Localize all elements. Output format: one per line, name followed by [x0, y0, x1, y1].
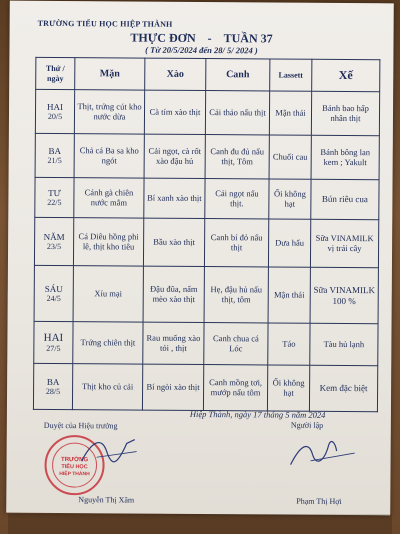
canh-cell: Canh chua cá Lóc [204, 323, 268, 365]
lassett-cell: Ổi không hạt [269, 179, 311, 219]
column-header-xao: Xào [145, 58, 206, 90]
school-name: TRƯỜNG TIỂU HỌC HIỆP THÀNH [37, 18, 173, 29]
man-cell: Thịt, trứng cút kho nước dừa [74, 90, 144, 134]
preparer-signature [282, 431, 362, 476]
day-cell [34, 265, 73, 321]
table-row [35, 89, 379, 135]
day-date: 27/5 [46, 344, 61, 354]
day-name: HAI [47, 101, 64, 112]
menu-sheet [6, 1, 394, 516]
day-cell [35, 177, 74, 217]
menu-table [33, 57, 380, 412]
lassett-cell: Chuối cau [269, 135, 311, 179]
man-cell: Trứng chiên thịt [73, 322, 143, 364]
day-cell [35, 133, 74, 177]
table-header-row [36, 57, 380, 91]
canh-cell: Canh bí đỏ nấu thịt [204, 219, 268, 267]
day-date: 22/5 [47, 198, 62, 208]
preparer-name: Phạm Thị Hợi [296, 496, 342, 506]
day-date: 21/5 [47, 156, 62, 166]
day-cell [35, 89, 74, 133]
lassett-cell: Ổi không hạt [267, 365, 309, 411]
svg-text:TRƯỜNG: TRƯỜNG [61, 457, 89, 464]
table-row [35, 133, 379, 179]
principal-signature [77, 431, 147, 471]
day-name: TƯ [48, 187, 61, 198]
man-cell: Thịt kho củ cải [72, 364, 142, 410]
place-date: Hiệp Thành, ngày 17 tháng 5 năm 2024 [189, 408, 326, 420]
menu-title-dash: - [207, 31, 212, 46]
lassett-cell: Mận thái [269, 91, 311, 135]
day-name: NĂM [43, 231, 65, 242]
table-row [34, 265, 378, 323]
column-header-canh: Canh [206, 59, 270, 91]
day-name: HAI [43, 331, 64, 344]
day-date: 23/5 [46, 242, 62, 252]
day-date: 24/5 [46, 294, 61, 304]
xao-cell: Cà tím xào thịt [144, 90, 205, 134]
xao-cell: Đậu đũa, nấm mèo xào thịt [143, 266, 204, 322]
day-name: SÁU [44, 283, 63, 294]
xe-cell: Bánh bao hấp nhân thịt [311, 91, 379, 135]
paper-shadow [8, 514, 392, 534]
column-header-xe: Xế [312, 59, 380, 91]
lassett-cell: Táo [268, 323, 310, 365]
man-cell: Cánh gà chiên nước mắm [74, 178, 144, 218]
column-header-day: Thứ / ngày [36, 57, 75, 89]
date-range: ( Từ 20/5/2024 đến 28/ 5/ 2024 ) [145, 44, 258, 56]
canh-cell: Canh đu đủ nấu thịt, Tôm [205, 135, 269, 179]
day-name: BA [46, 376, 60, 387]
man-cell: Cá Diêu hồng phi lê, thịt kho tiêu [73, 218, 143, 266]
preparer-label: Người lập [290, 420, 324, 430]
xao-cell: Bầu xào thịt [143, 218, 204, 266]
xe-cell: Sữa VINAMILK 100 % [310, 267, 378, 323]
day-cell [34, 217, 73, 265]
canh-cell: Cải thảo nấu thịt [205, 91, 269, 135]
xe-cell: Sữa VINAMILK vị trái cây [310, 219, 378, 267]
day-name: BA [48, 145, 62, 156]
day-cell [33, 363, 72, 409]
svg-text:TIỂU HỌC: TIỂU HỌC [61, 464, 88, 471]
table-row [34, 217, 378, 267]
man-cell: Chả cá Ba sa kho ngót [74, 134, 144, 178]
svg-text:HIỆP THÀNH: HIỆP THÀNH [59, 471, 90, 478]
xe-cell: Bún riêu cua [311, 179, 379, 219]
canh-cell: Cải ngọt nấu thịt. [205, 179, 269, 219]
lassett-cell: Mận thái [268, 267, 310, 323]
lassett-cell: Dưa hấu [268, 219, 310, 267]
day-cell [34, 321, 73, 363]
xao-cell: Rau muống xào tỏi , thịt [143, 322, 204, 364]
column-header-man: Mặn [75, 58, 145, 90]
xao-cell: Bí xanh xào thịt [144, 178, 205, 218]
table-row [35, 177, 379, 219]
day-date: 20/5 [47, 112, 63, 122]
day-date: 28/5 [45, 387, 61, 397]
xao-cell: Cải ngọt, cà rốt xào đậu hủ [144, 134, 205, 178]
column-header-lassett: Lassett [270, 59, 312, 91]
menu-week: TUẦN 37 [223, 31, 273, 46]
xe-cell: Tàu hủ lạnh [310, 323, 378, 365]
table-row [33, 363, 377, 411]
principal-name: Nguyễn Thị Xâm [78, 495, 135, 505]
man-cell: Xíu mại [73, 266, 143, 322]
xao-cell: Bí ngòi xào thịt [142, 364, 203, 410]
xe-cell: Kem đặc biệt [309, 365, 377, 411]
canh-cell: Hẹ, đậu hủ nấu thịt, tôm [204, 267, 268, 323]
canh-cell: Canh mồng tơi, mướp nấu tôm [203, 365, 267, 411]
approval-label: Duyệt của Hiệu trưởng [43, 420, 118, 431]
menu-title-label: THỰC ĐƠN [130, 30, 196, 45]
xe-cell: Bánh bông lan kem ; Yakult [311, 135, 379, 179]
table-row [34, 321, 378, 365]
